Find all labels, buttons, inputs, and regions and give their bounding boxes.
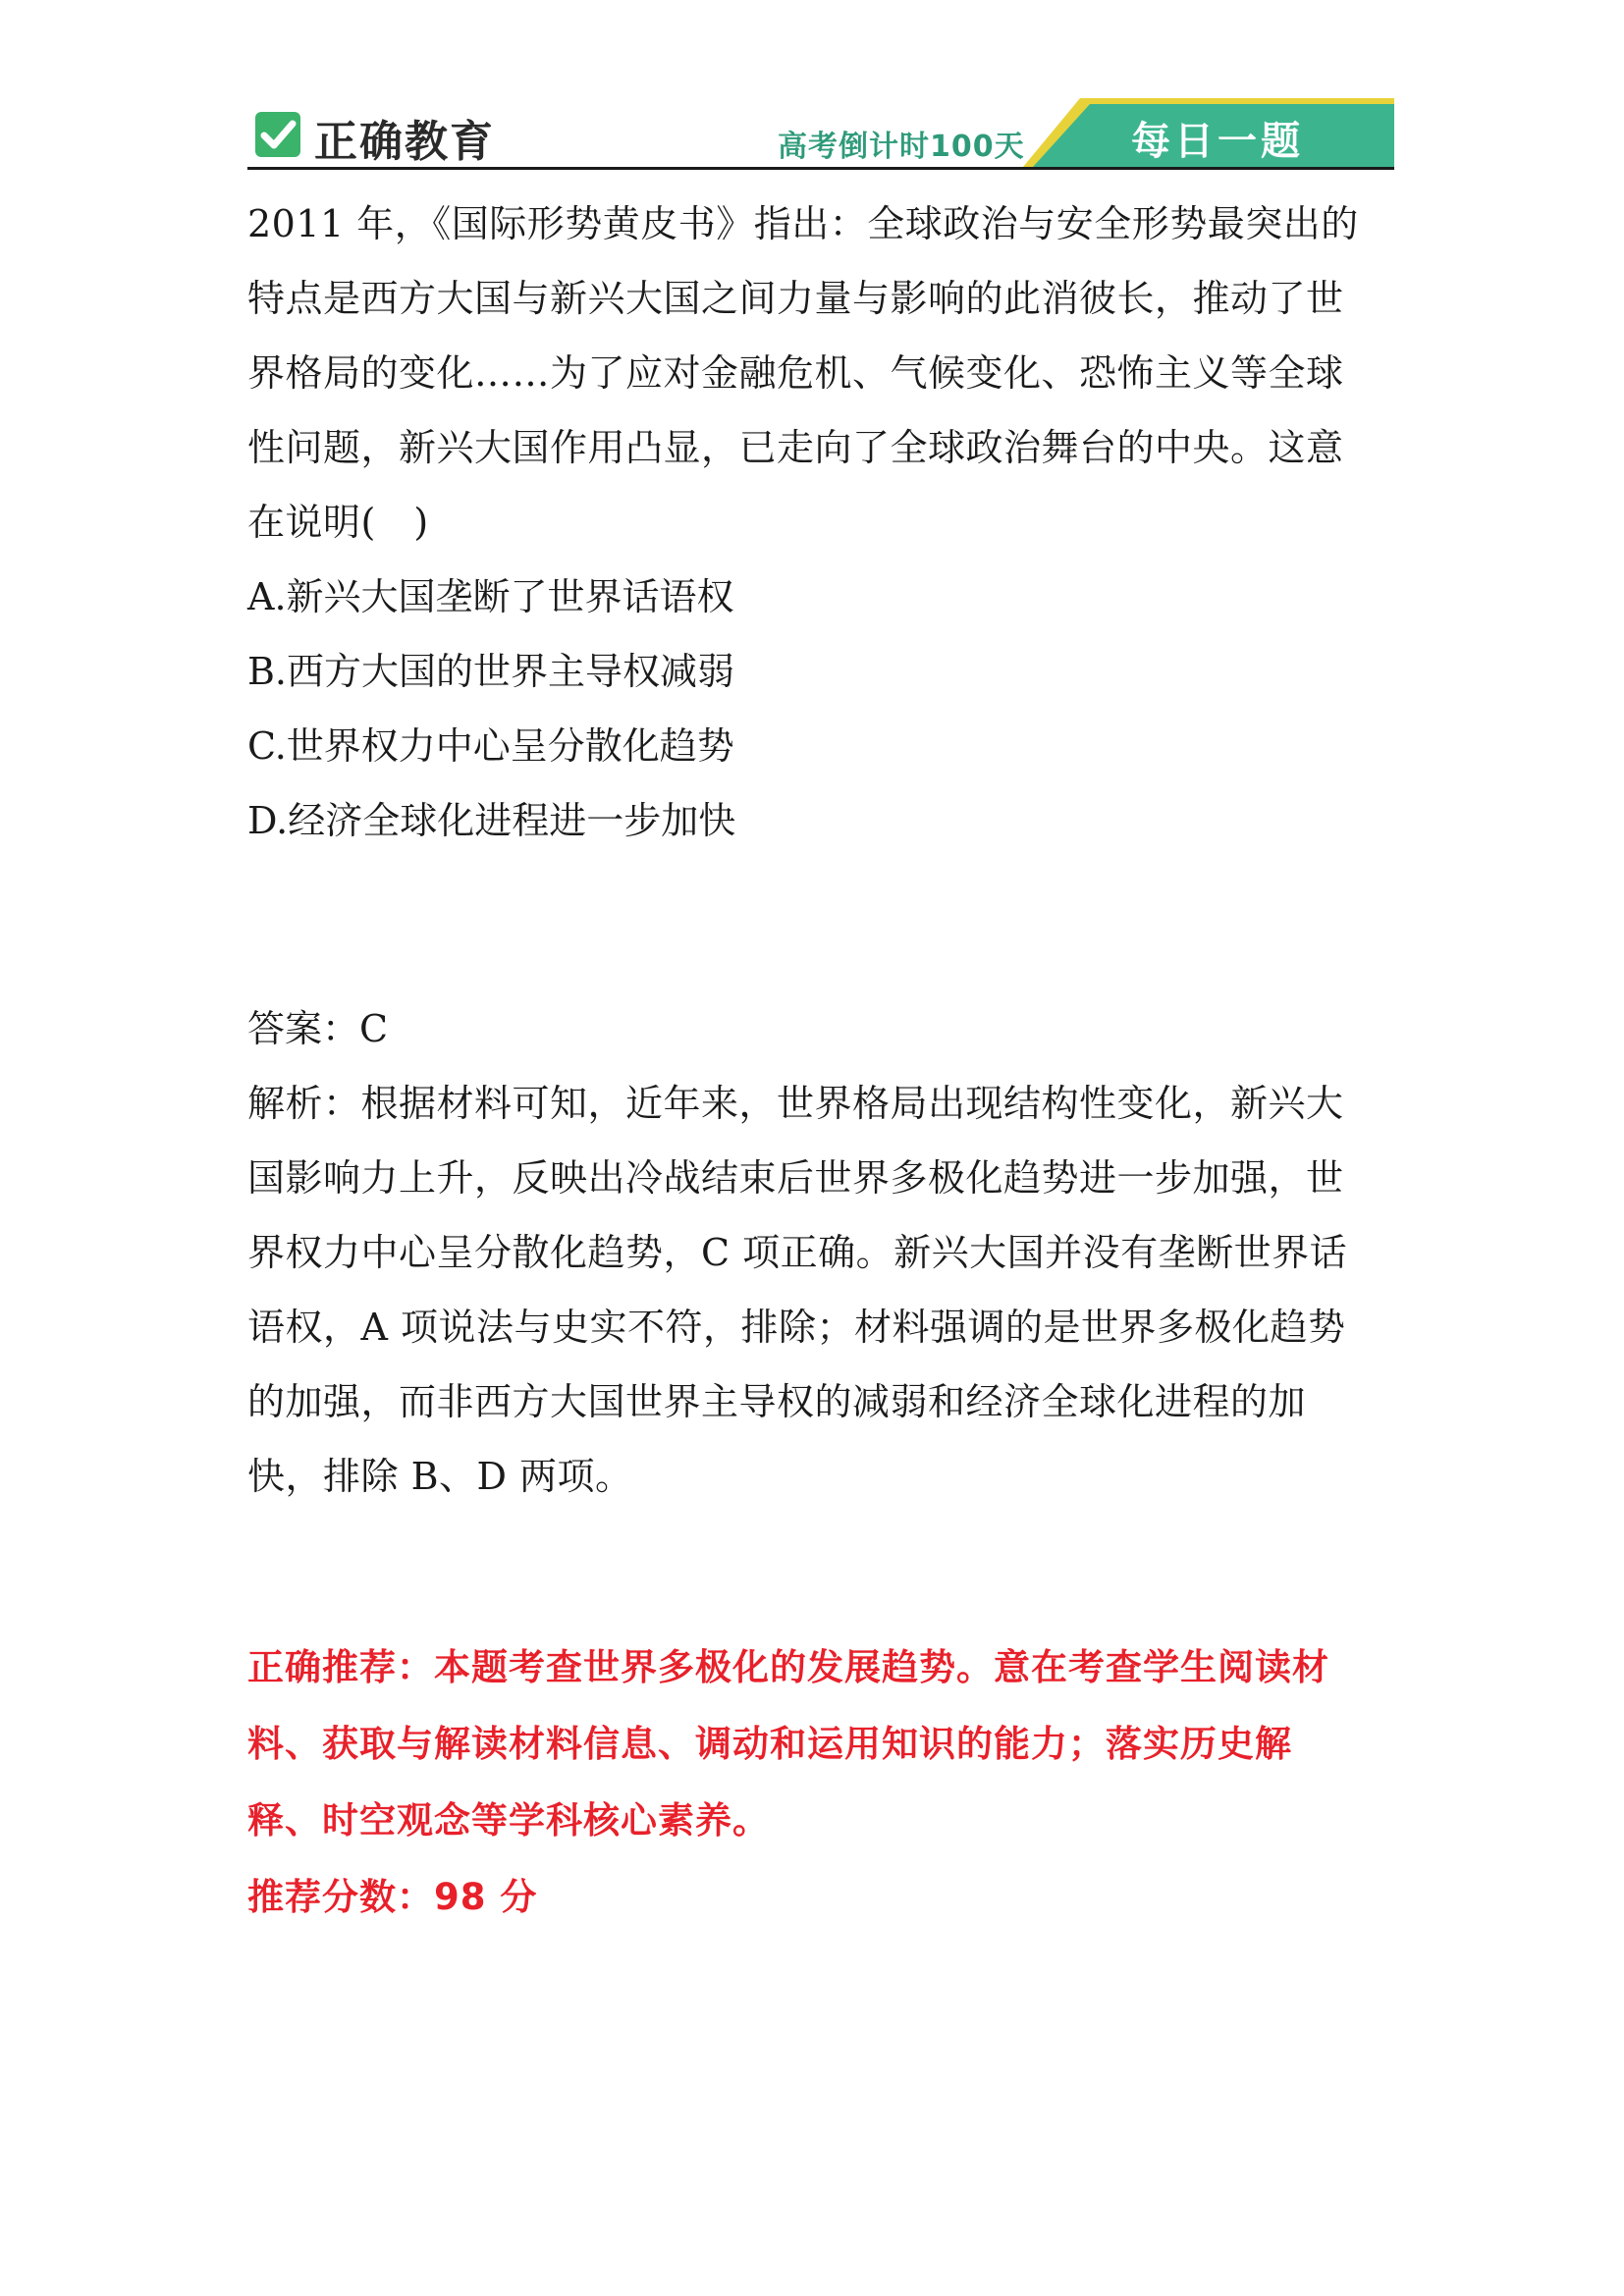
question-content	[247, 187, 1396, 1936]
header	[247, 98, 1392, 169]
brand-name: 正确教育	[314, 117, 495, 167]
question-line: 界格局的变化……为了应对金融危机、气候变化、恐怖主义等全球	[247, 351, 1344, 395]
analysis-line: 的加强，而非西方大国世界主导权的减弱和经济全球化进程的加	[247, 1380, 1307, 1423]
question-line: 特点是西方大国与新兴大国之间力量与影响的此消彼长，推动了世	[247, 277, 1344, 320]
banner-label: 每日一题	[1131, 119, 1304, 164]
options-list	[247, 560, 1396, 858]
recommend-line: 正确推荐：本题考查世界多极化的发展趋势。意在考查学生阅读材	[247, 1646, 1329, 1688]
recommend-line: 释、时空观念等学科核心素养。	[247, 1799, 770, 1842]
analysis-line: 解析：根据材料可知，近年来，世界格局出现结构性变化，新兴大	[247, 1082, 1344, 1125]
answer-label: 答案：C	[247, 1007, 389, 1050]
check-logo-icon	[255, 112, 300, 157]
countdown-text: 高考倒计时100天	[778, 130, 1025, 164]
analysis-line: 快，排除 B、D 两项。	[247, 1455, 633, 1498]
question-line: 在说明( )	[247, 501, 429, 544]
option-c: C.世界权力中心呈分散化趋势	[247, 724, 734, 768]
recommend-score: 推荐分数：98 分	[247, 1876, 538, 1918]
option-b: B.西方大国的世界主导权减弱	[247, 650, 735, 693]
header-divider	[247, 167, 1394, 170]
option-a: A.新兴大国垄断了世界话语权	[247, 575, 734, 618]
recommend-line: 料、获取与解读材料信息、调动和运用知识的能力；落实历史解	[247, 1723, 1292, 1765]
recommendation	[247, 1629, 1396, 1936]
analysis-line: 语权，A 项说法与史实不符，排除；材料强调的是世界多极化趋势	[247, 1306, 1346, 1349]
question-stem	[247, 187, 1396, 560]
option-d: D.经济全球化进程进一步加快	[247, 799, 736, 842]
question-line: 2011 年，《国际形势黄皮书》指出：全球政治与安全形势最突出的	[247, 202, 1359, 245]
analysis-line: 国影响力上升，反映出冷战结束后世界多极化趋势进一步加强，世	[247, 1156, 1344, 1200]
analysis-line: 界权力中心呈分散化趋势，C 项正确。新兴大国并没有垄断世界话	[247, 1231, 1348, 1274]
question-line: 性问题，新兴大国作用凸显，已走向了全球政治舞台的中央。这意	[247, 426, 1344, 469]
analysis	[247, 1066, 1396, 1514]
